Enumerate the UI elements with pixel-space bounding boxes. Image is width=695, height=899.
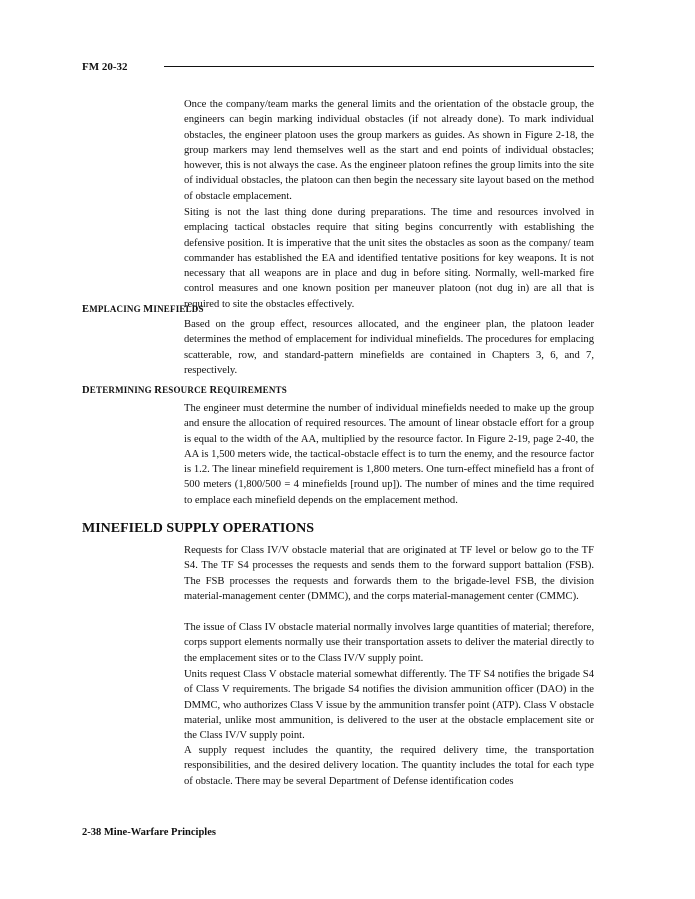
heading-text: EQUIREMENTS: [217, 385, 287, 395]
paragraph-resource-requirements: The engineer must determine the number of individual minefields needed to make up the group and ensure the allocation of required resources. The amount of linear obstacle effort for a group is equal to the width of the AA, multiplied by the resource factor. In Figure 2-19, page 2-40, the AA is 1,500 meters wide, the tactical-obstacle effect is to turn the enemy, and the resource factor is 1.2. The linear minefield requirement is 1,800 meters. One turn-effect minefield has a front of 500 meters (1,800/500 = 4 minefields [round up]). The number of mines and the time required to emplace each minefield depends on the emplacement method.: [184, 403, 594, 506]
heading-text: ETERMINING: [89, 385, 155, 395]
running-header: [82, 60, 594, 76]
paragraph-class-v-requests: Units request Class V obstacle material somewhat differently. The TF S4 notifies the brigade S4 of Class V requirements. The brigade S4 notifies the division ammunition officer (DAO) in the DMMC, who authorizes Class V issue by the ammunition transfer point (ATP). Class V obstacle material, unlike most ammunition, is delivered to the user at the obstacle emplacement site or the Class IV/V supply point.: [184, 669, 594, 742]
page-footer: 2-38 Mine-Warfare Principles: [82, 827, 216, 838]
heading-letter: D: [82, 385, 90, 396]
heading-letter: R: [154, 385, 163, 396]
heading-determining-resource-requirements: [82, 384, 287, 397]
heading-letter: M: [143, 304, 154, 315]
header-rule: [164, 66, 594, 67]
heading-letter: R: [209, 385, 218, 396]
heading-letter: E: [82, 304, 90, 315]
paragraph-marking-obstacles: Once the company/team marks the general limits and the orientation of the obstacle group, the engineers can begin marking individual obstacles (if not already done). To mark individual obstacles, the engineer platoon uses the group markers as guides. As shown in Figure 2-18, the group markers may lend themselves well as the start and end points of individual obstacles; however, this is not always the case. As the engineer platoon refines the group limits into the site of individual obstacles, the platoon can then begin the necessary site layout based on the method of obstacle emplacement.: [184, 99, 594, 202]
paragraph-emplacing-minefields: Based on the group effect, resources allocated, and the engineer plan, the platoon leader determines the method of emplacement for individual minefields. The procedures for emplacing scatterable, row, and standard-pattern minefields are contained in Chapters 3, 6, and 7, respectively.: [184, 319, 594, 376]
heading-text: ESOURCE: [162, 385, 210, 395]
heading-emplacing-minefields: [82, 303, 204, 316]
paragraph-supply-request: A supply request includes the quantity, the required delivery time, the transportation responsibilities, and the desired delivery location. The quantity includes the total for each type of obstacle. There may be several Department of Defense identification codes: [184, 745, 594, 787]
manual-id: FM 20-32: [82, 61, 128, 73]
paragraph-siting: Siting is not the last thing done during preparations. The time and resources involved in emplacing tactical obstacles require that siting begins concurrently with establishing the defensive position. It is imperative that the unit sites the obstacles as soon as the company/ team commander has established the EA and identified tentative positions for key weapons. It is not necessary that all weapons are in place and dug in before siting. Normally, well-marked fire control measures and one known position per maneuver platoon (not dug in) are all that is required to site the obstacles effectively.: [184, 207, 594, 310]
paragraph-class-iv-issue: The issue of Class IV obstacle material normally involves large quantities of material; therefore, corps support elements normally use their transportation assets to deliver the material directly to the emplacement sites or to the Class IV/V supply point.: [184, 622, 594, 664]
section-title: MINEFIELD SUPPLY OPERATIONS: [82, 521, 315, 536]
paragraph-class-iv-v-requests: Requests for Class IV/V obstacle material that are originated at TF level or below go to the TF S4. The TF S4 processes the requests and sends them to the forward support battalion (FSB). The FSB processes the requests and forwards them to the brigade-level FSB, the division material-management center (DMMC), and the corps material-management center (CMMC).: [184, 545, 594, 602]
heading-text: INEFIELDS: [153, 304, 204, 314]
heading-text: MPLACING: [89, 304, 144, 314]
